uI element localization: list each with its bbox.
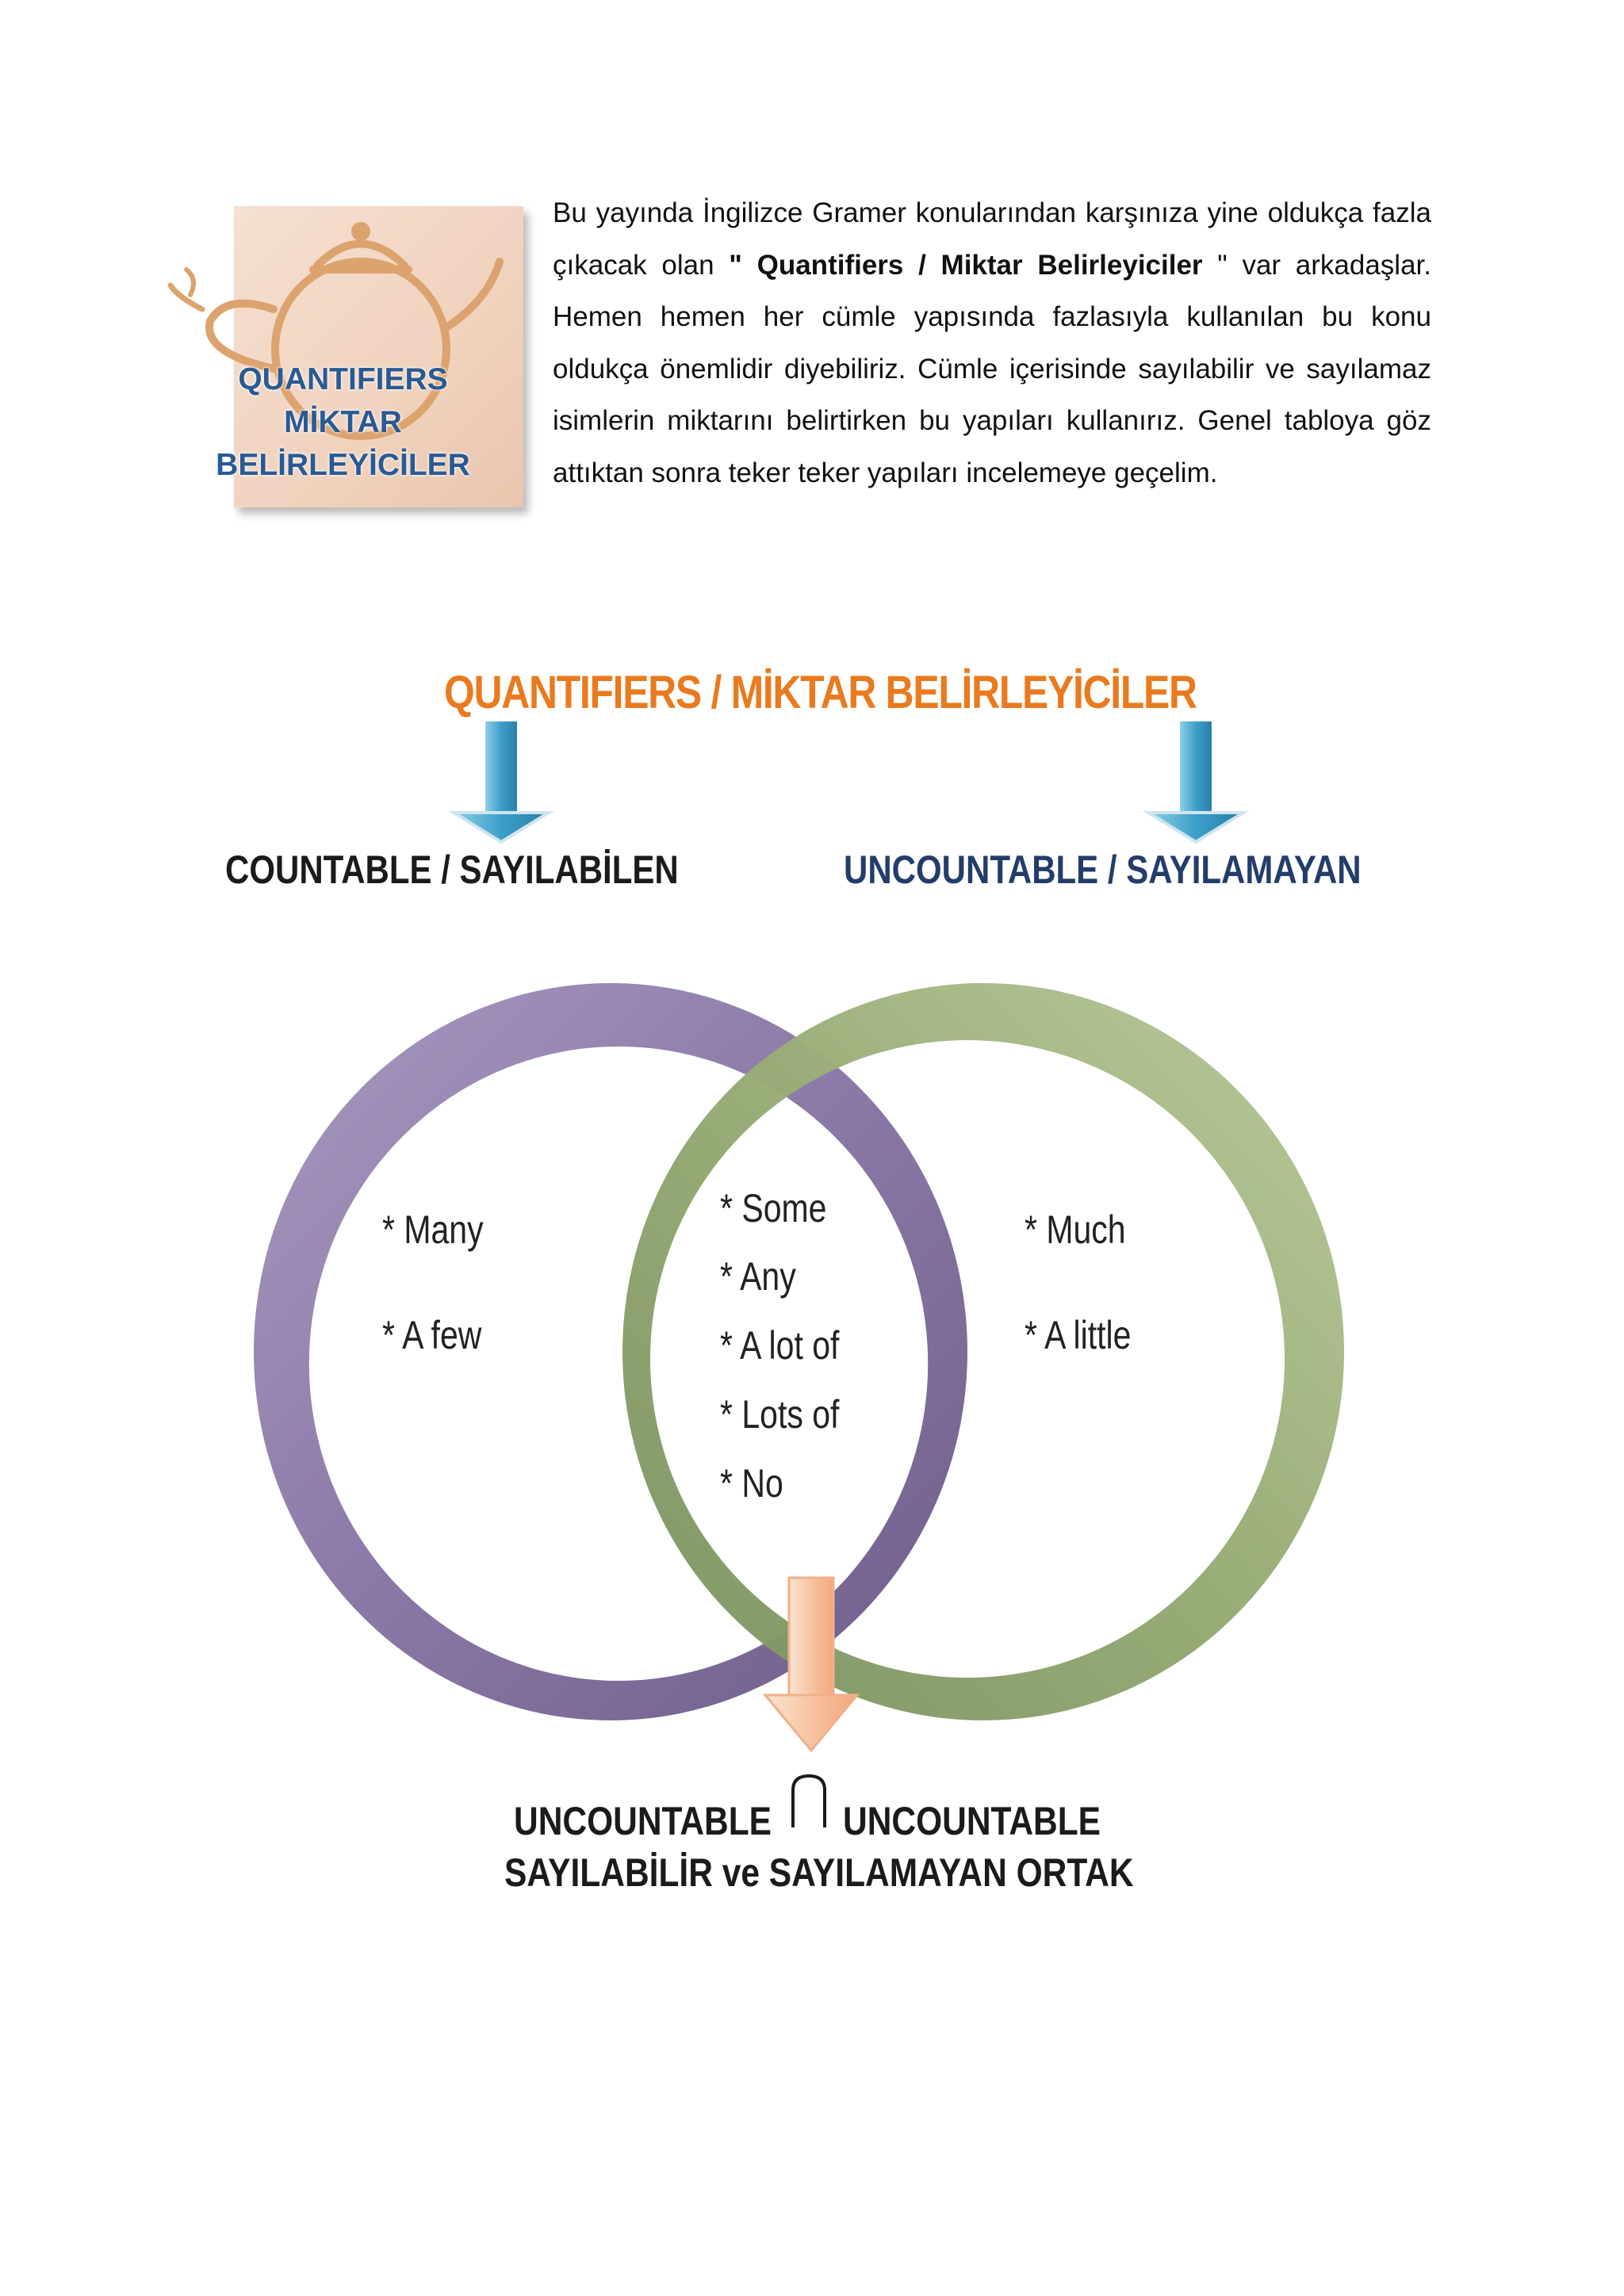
logo-line-2: MİKTAR [284, 405, 402, 439]
term-much: * Much [1025, 1207, 1126, 1252]
term-no: * No [720, 1461, 783, 1506]
term-some: * Some [720, 1186, 827, 1230]
term-many: * Many [382, 1207, 484, 1252]
diagram-title: QUANTIFIERS / MİKTAR BELİRLEYİCİLER [444, 667, 1197, 718]
term-a-few: * A few [382, 1313, 482, 1357]
intro-text-bold: " Quantifiers / Miktar Belirleyiciler [729, 249, 1203, 281]
bottom-label-right: UNCOUNTABLE [843, 1799, 1101, 1843]
intro-text-end: " var arkadaşlar. Hemen hemen her cümle yapısında fazlasıyla kullanılan bu konu oldukça önemlidir diyebiliriz. Cümle içerisinde sayılabilir ve sayılamaz isimlerin miktarını belirtirken bu yapıları kullanırız. Genel tabloya göz attıktan sonra teker teker yapıları incelemeye geçelim. [553, 249, 1431, 488]
logo-line-3: BELİRLEYİCİLER [216, 448, 470, 482]
term-lots-of: * Lots of [720, 1392, 840, 1437]
bottom-label-common: SAYILABİLİR ve SAYILAMAYAN ORTAK [504, 1850, 1134, 1895]
intro-text-start: Bu yayında İngilizce Gramer konularından karşınıza yine oldukça fazla çıkacak olan [553, 197, 1431, 281]
logo-line-1: QUANTIFIERS [238, 362, 448, 396]
countable-label: COUNTABLE / SAYILABİLEN [225, 848, 679, 892]
intersection-symbol [793, 1776, 825, 1827]
countable-down-arrow [454, 721, 549, 842]
term-a-lot-of: * A lot of [720, 1323, 840, 1368]
uncountable-label: UNCOUNTABLE / SAYILAMAYAN [844, 848, 1362, 892]
uncountable-down-arrow [1148, 721, 1243, 842]
term-any: * Any [720, 1254, 796, 1299]
term-a-little: * A little [1025, 1313, 1132, 1357]
bottom-label-left: UNCOUNTABLE [514, 1799, 772, 1843]
countable-ring [254, 983, 967, 1720]
